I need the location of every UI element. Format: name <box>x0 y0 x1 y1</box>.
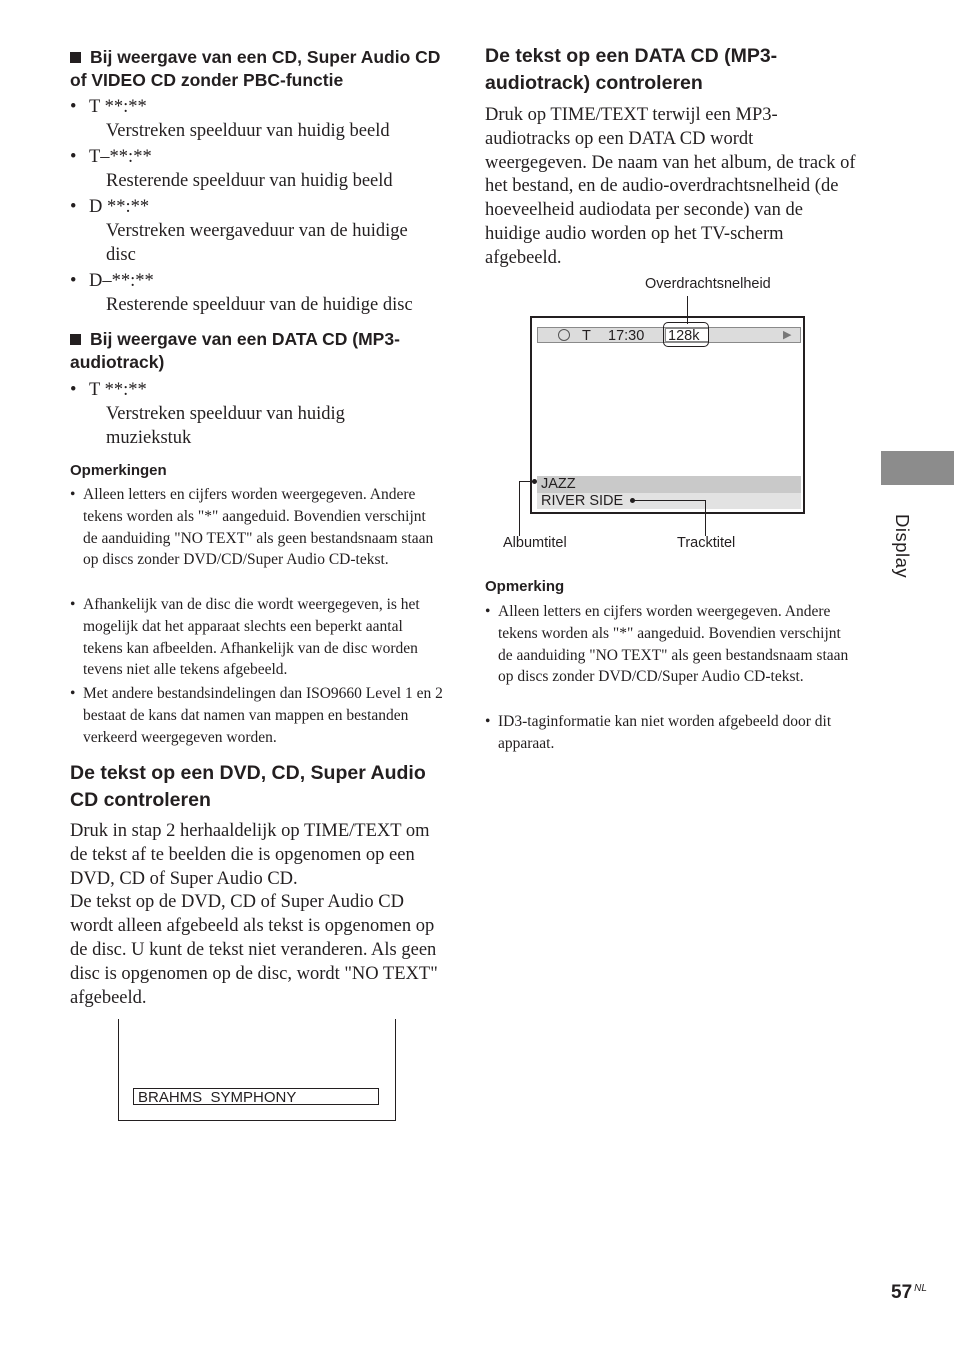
section-body-data-cd-text: Druk op TIME/TEXT terwijl een MP3-audiotracks op een DATA CD wordt weergegeven. De naam van het album, de track of het bestand, en de audio-overdrachtsnelheid (de hoeveelheid audiodata per seconde) van de huidige audio worden op het TV-scherm afgebeeld. <box>485 105 856 268</box>
section-body-dvd-text: Druk in stap 2 herhaaldelijk op TIME/TEXT om de tekst af te beelden die is opgenomen op een DVD, CD of Super Audio CD. De tekst op de DVD, CD of Super Audio CD wordt alleen afgebeeld als tekst is opgenomen op de disc. U kunt de tekst niet veranderen. Als geen disc is opgenomen op de disc, wordt "NO TEXT" afgebeeld. <box>70 821 438 1008</box>
section-title-dvd-text: De tekst op een DVD, CD, Super Audio CD controleren <box>70 762 426 811</box>
callout-line <box>705 500 706 536</box>
page-language: NL <box>914 1283 927 1294</box>
subheading-data-cd: Bij weergave van een DATA CD (MP3-audiotrack) <box>70 329 400 372</box>
track-row: RIVER SIDE <box>537 493 801 509</box>
label-track-title: Tracktitel <box>677 535 736 551</box>
disc-text-display: BRAHMS SYMPHONY <box>133 1088 379 1105</box>
square-bullet-icon <box>70 52 81 63</box>
disc-icon <box>558 329 570 341</box>
page-number: 57 $^{NL}$ <box>891 1282 927 1303</box>
label-transfer-rate: Overdrachtsnelheid <box>645 276 771 292</box>
note-title: Opmerking <box>485 578 565 595</box>
callout-dot <box>630 498 635 503</box>
time-mode: T <box>582 328 591 344</box>
tv-screen-diagram <box>530 316 805 514</box>
notes-title: Opmerkingen <box>70 462 167 479</box>
square-bullet-icon <box>70 334 81 345</box>
section-tab-label: Display <box>892 514 913 579</box>
rate-highlight-outline <box>663 322 709 347</box>
callout-line <box>634 500 706 501</box>
tv-screen-illustration <box>118 1019 396 1121</box>
callout-line <box>519 481 533 482</box>
bit-rate: 128k <box>665 328 709 342</box>
callout-line <box>519 481 520 536</box>
callout-dot <box>532 479 537 484</box>
album-row: JAZZ <box>537 476 801 493</box>
subheading-cd-playback: Bij weergave van een CD, Super Audio CD of VIDEO CD zonder PBC-functie <box>70 47 441 90</box>
play-icon: ▶ <box>783 329 792 341</box>
elapsed-time: 17:30 <box>608 328 645 344</box>
label-album-title: Albumtitel <box>503 535 567 551</box>
section-tab-marker <box>881 451 954 485</box>
section-title-data-cd-text: De tekst op een DATA CD (MP3-audiotrack) controleren <box>485 45 778 94</box>
